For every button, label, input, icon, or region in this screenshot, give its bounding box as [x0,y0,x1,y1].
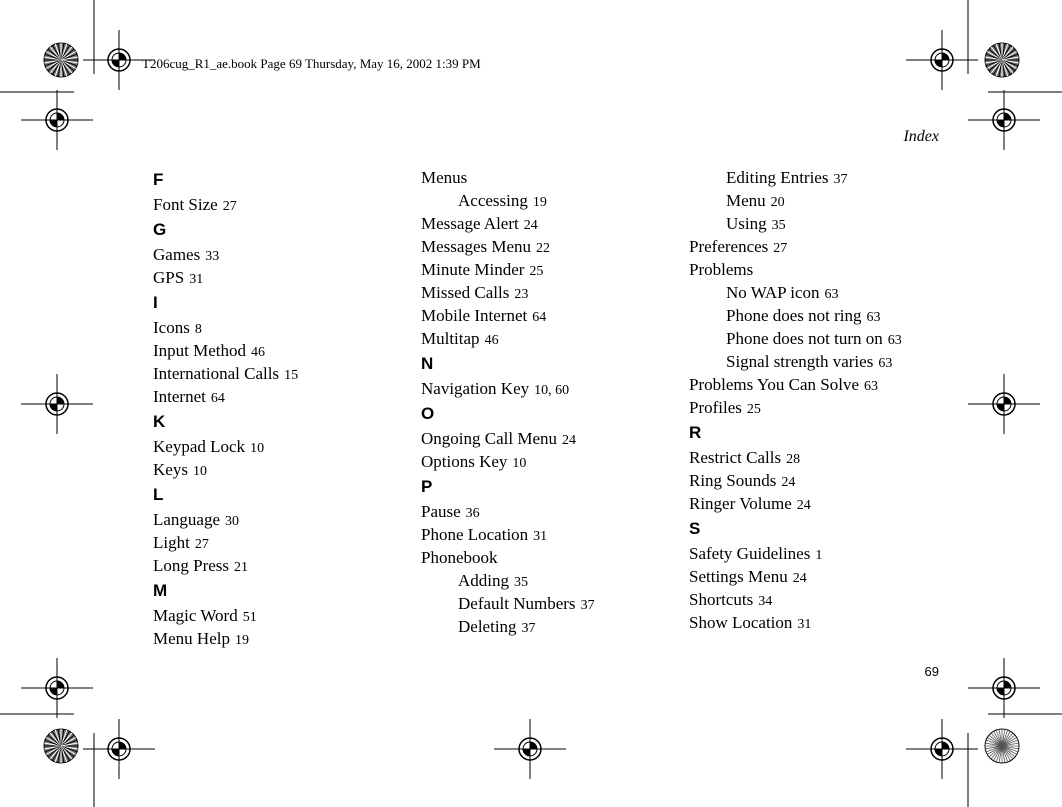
index-page-ref: 10 [192,464,207,479]
index-term: Profiles [689,398,742,417]
index-entry [153,316,413,339]
index-entry [689,588,949,611]
index-term: Font Size [153,195,218,214]
index-term: Phonebook [421,548,498,567]
index-term: Preferences [689,237,769,256]
index-term: Keypad Lock [153,437,246,456]
print-slug: T206cug_R1_ae.book Page 69 Thursday, May 16, 2002 1:39 PM [142,56,481,71]
index-page-ref: 27 [194,537,209,552]
index-term: No WAP icon [726,283,820,302]
index-page-ref: 63 [864,379,879,394]
index-term: Keys [153,460,188,479]
index-term: Shortcuts [689,590,754,609]
index-term: Language [153,510,221,529]
index-term: International Calls [153,364,280,383]
index-entry [153,627,413,650]
index-entry [689,565,949,588]
index-page-ref: 31 [533,529,548,544]
index-page-ref: 10 [512,456,527,471]
index-page-ref: 19 [532,195,547,210]
index-entry [421,166,681,189]
index-page-ref: 10, 60 [534,383,570,398]
index-entry [153,362,413,385]
index-letter-heading: S [689,519,701,538]
index-page-ref: 22 [536,241,551,256]
index-page-ref: 24 [781,475,796,490]
index-page-ref: 1 [815,548,823,563]
index-term: Show Location [689,613,793,632]
index-entry [421,546,681,569]
index-term: Settings Menu [689,567,788,586]
index-column-1 [153,166,413,650]
index-page-ref: 64 [532,310,547,325]
index-page-ref: 35 [771,218,786,233]
index-term: Deleting [458,617,517,636]
index-letter-heading: R [689,423,702,442]
index-page-ref: 46 [251,345,266,360]
index-page-ref: 36 [465,506,480,521]
index-term: Minute Minder [421,260,525,279]
index-page-ref: 24 [523,218,538,233]
index-letter-heading: L [153,485,164,504]
index-term: Menus [421,168,468,187]
index-term: Options Key [421,452,508,471]
index-entry [421,304,681,327]
index-entry [421,281,681,304]
index-page-ref: 30 [225,514,240,529]
index-term: Multitap [421,329,480,348]
index-page-ref: 21 [234,560,249,575]
index-letter-heading: P [421,477,433,496]
index-entry [153,339,413,362]
index-entry [421,523,681,546]
index-entry [689,373,949,396]
index-term: Problems You Can Solve [689,375,860,394]
index-page-ref: 20 [770,195,785,210]
index-page-ref: 27 [222,199,237,214]
index-term: Accessing [458,191,528,210]
index-page-ref: 51 [242,610,257,625]
index-letter-heading: K [153,412,166,431]
index-entry [421,327,681,350]
index-term: Problems [689,260,754,279]
index-page-ref: 19 [234,633,249,648]
index-letter-heading: I [153,293,158,312]
index-entry [153,554,413,577]
index-entry [421,258,681,281]
index-entry [153,266,413,289]
index-term: Adding [458,571,509,590]
index-page-ref: 35 [514,575,528,590]
index-page-ref: 46 [484,333,499,348]
index-subentry [421,189,681,212]
index-page-ref: 34 [758,594,773,609]
index-term: Using [726,214,767,233]
index-entry [153,531,413,554]
index-entry [421,235,681,258]
index-entry [153,385,413,408]
index-term: Signal strength varies [726,352,874,371]
index-entry [689,396,949,419]
index-entry [153,508,413,531]
index-letter-heading: N [421,354,434,373]
index-page-ref: 31 [797,617,812,632]
index-entry [153,243,413,266]
index-subentry [689,166,949,189]
index-entry [421,212,681,235]
index-term: Message Alert [421,214,519,233]
index-term: Default Numbers [458,594,576,613]
index-term: Internet [153,387,206,406]
index-letter-heading: O [421,404,435,423]
index-term: Menu [726,191,766,210]
index-term: Phone does not ring [726,306,862,325]
index-entry [421,377,681,400]
index-term: Pause [421,502,461,521]
running-head: Index [903,128,939,145]
index-page-ref: 25 [529,264,544,279]
index-term: Phone does not turn on [726,329,883,348]
index-column-2 [421,166,681,638]
index-entry [421,500,681,523]
index-entry [689,258,949,281]
index-page-ref: 63 [866,310,881,325]
index-page-ref: 24 [562,433,576,448]
index-entry [689,542,949,565]
index-subentry [689,350,949,373]
index-subentry [689,327,949,350]
index-entry [689,235,949,258]
index-page-ref: 27 [773,241,788,256]
index-letter-heading: F [153,170,164,189]
index-term: Icons [153,318,190,337]
index-letter-heading: G [153,220,167,239]
index-entry [153,604,413,627]
index-term: Light [153,533,190,552]
index-entry [689,611,949,634]
index-subentry [689,212,949,235]
page-number: 69 [924,664,939,679]
index-term: Magic Word [153,606,238,625]
index-term: Ring Sounds [689,471,777,490]
index-term: Mobile Internet [421,306,528,325]
index-entry [421,450,681,473]
index-subentry [421,592,681,615]
index-term: Navigation Key [421,379,530,398]
index-page-ref: 28 [786,452,801,467]
index-page-ref: 24 [796,498,811,513]
index-column-3 [689,166,949,634]
index-term: GPS [153,268,185,287]
index-subentry [421,615,681,638]
index-page-ref: 33 [205,249,220,264]
index-term: Phone Location [421,525,529,544]
index-subentry [689,281,949,304]
index-page-ref: 25 [746,402,761,417]
index-page-ref: 64 [210,391,225,406]
index-page-ref: 63 [824,287,839,302]
index-term: Ringer Volume [689,494,792,513]
index-page-ref: 63 [878,356,893,371]
index-term: Long Press [153,556,230,575]
index-page-ref: 37 [521,621,536,636]
index-subentry [689,189,949,212]
index-page-ref: 15 [284,368,299,383]
index-term: Ongoing Call Menu [421,429,557,448]
index-term: Messages Menu [421,237,532,256]
index-page-ref: 63 [887,333,902,348]
index-term: Editing Entries [726,168,829,187]
index-page-ref: 10 [250,441,265,456]
index-entry [689,446,949,469]
index-subentry [421,569,681,592]
index-entry [153,458,413,481]
index-page-ref: 37 [580,598,595,613]
index-term: Missed Calls [421,283,510,302]
index-page-ref: 37 [833,172,848,187]
index-page-ref: 24 [792,571,807,586]
index-page-ref: 23 [514,287,529,302]
index-term: Safety Guidelines [689,544,811,563]
index-term: Menu Help [153,629,230,648]
index-term: Restrict Calls [689,448,782,467]
index-letter-heading: M [153,581,168,600]
index-term: Input Method [153,341,247,360]
index-entry [689,492,949,515]
index-page-ref: 31 [189,272,204,287]
index-entry [689,469,949,492]
index-entry [153,193,413,216]
index-entry [421,427,681,450]
index-term: Games [153,245,201,264]
index-subentry [689,304,949,327]
index-entry [153,435,413,458]
index-page-ref: 8 [194,322,202,337]
